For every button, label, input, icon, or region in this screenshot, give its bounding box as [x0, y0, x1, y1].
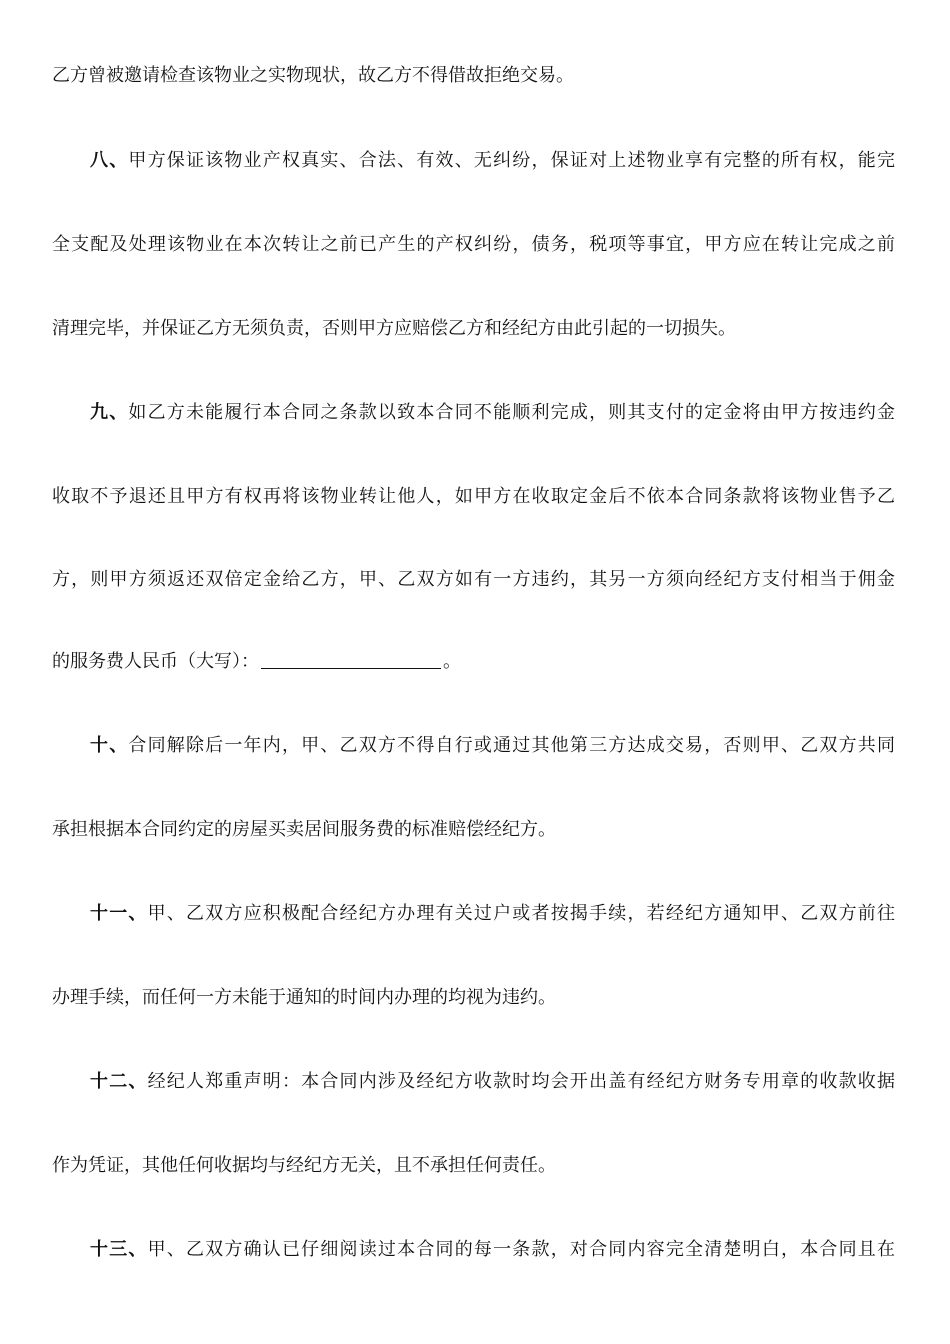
clause-10-line-2: 承担根据本合同约定的房屋买卖居间服务费的标准赔偿经纪方。 [52, 819, 556, 840]
clause-13-line-1: 十三、甲、乙双方确认已仔细阅读过本合同的每一条款，对合同内容完全清楚明白，本合同且在 [90, 1239, 896, 1260]
clause-9-line-4: 的服务费人民币（大写）： 。 [52, 651, 461, 672]
clause-9-line-1: 九、如乙方未能履行本合同之条款以致本合同不能顺利完成，则其支付的定金将由甲方按违约金 [90, 402, 895, 423]
clause-8-number: 八、 [90, 150, 129, 171]
clause-8-line-2: 全支配及处理该物业在本次转让之前已产生的产权纠纷，债务，税项等事宜，甲方应在转让完成之前 [52, 234, 895, 255]
clause-11-line-1: 十一、甲、乙双方应积极配合经纪方办理有关过户或者按揭手续，若经纪方通知甲、乙双方前往 [90, 903, 896, 924]
clause-8-line-3: 清理完毕，并保证乙方无须负责，否则甲方应赔偿乙方和经纪方由此引起的一切损失。 [52, 318, 736, 339]
clause-9-line-2: 收取不予退还且甲方有权再将该物业转让他人，如甲方在收取定金后不依本合同条款将该物业售予乙 [52, 486, 895, 507]
clause-11-number: 十一、 [90, 903, 148, 924]
clause-9-line-3: 方，则甲方须返还双倍定金给乙方，甲、乙双方如有一方违约，其另一方须向经纪方支付相当于佣金 [52, 569, 895, 590]
fee-amount-blank [261, 650, 441, 669]
clause-7-line-1: 乙方曾被邀请检查该物业之实物现状，故乙方不得借故拒绝交易。 [52, 65, 574, 86]
clause-12-line-2: 作为凭证，其他任何收据均与经纪方无关，且不承担任何责任。 [52, 1155, 556, 1176]
clause-11-line-2: 办理手续，而任何一方未能于通知的时间内办理的均视为违约。 [52, 987, 556, 1008]
clause-10-number: 十、 [90, 735, 129, 756]
clause-13-number: 十三、 [90, 1239, 148, 1260]
clause-12-line-1: 十二、经纪人郑重声明：本合同内涉及经纪方收款时均会开出盖有经纪方财务专用章的收款收据 [90, 1071, 896, 1092]
clause-12-number: 十二、 [90, 1071, 148, 1092]
clause-9-number: 九、 [90, 402, 129, 423]
clause-10-line-1: 十、合同解除后一年内，甲、乙双方不得自行或通过其他第三方达成交易，否则甲、乙双方共同 [90, 735, 895, 756]
clause-8-line-1: 八、甲方保证该物业产权真实、合法、有效、无纠纷，保证对上述物业享有完整的所有权，能完 [90, 150, 895, 171]
